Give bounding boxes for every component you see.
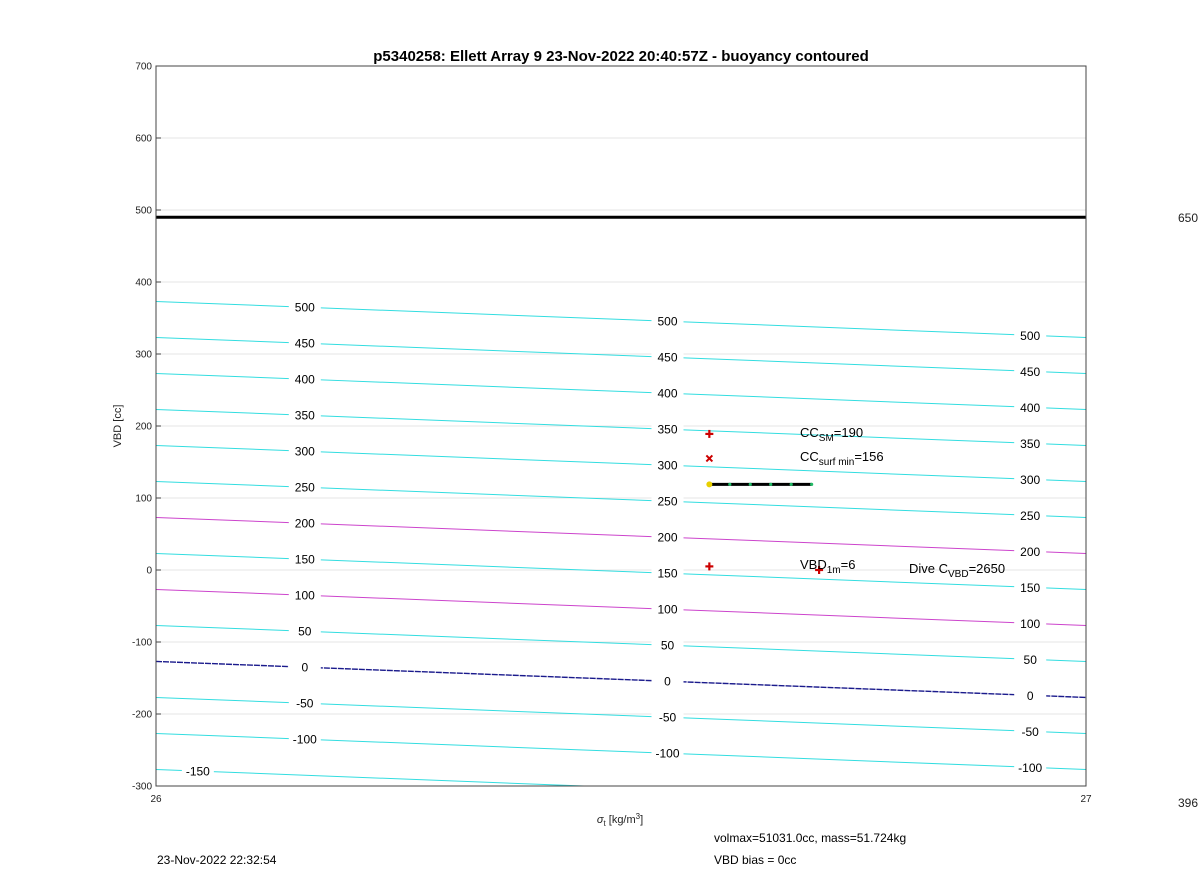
contour-label: 250: [294, 480, 315, 495]
contour-label: 300: [294, 444, 315, 459]
y-tick-label: 100: [135, 493, 152, 505]
contour-label: -50: [296, 696, 314, 711]
contour-label: 400: [294, 372, 315, 387]
y-tick-label: 0: [146, 565, 152, 577]
contour-label: 0: [1026, 688, 1034, 703]
dive-segment-dot: [769, 483, 772, 486]
side-label-bottom: 396: [1178, 796, 1199, 810]
contour-label: -100: [292, 732, 317, 747]
marker-cc-surf-min: [706, 455, 712, 461]
contour-label: 0: [301, 660, 309, 675]
contour-label: 150: [1020, 580, 1041, 595]
contour-label: 100: [657, 602, 678, 617]
cc-sm-annotation: $CC_{SM}=190$: [800, 425, 864, 444]
footer-vbd-bias: VBD bias = 0cc: [714, 853, 797, 867]
chart-title: p5340258: Ellett Array 9 23-Nov-2022 20:40:57Z - buoyancy contoured: [373, 48, 869, 65]
contour-label: 500: [657, 314, 678, 329]
contour-label: 200: [657, 530, 678, 545]
contour-label: 350: [294, 408, 315, 423]
y-axis-label: VBD [cc]: [112, 404, 124, 448]
contour-label: 500: [1020, 328, 1041, 343]
contour-label: 0: [664, 674, 671, 689]
contour-label: 400: [1020, 400, 1041, 415]
contour-label: 450: [294, 336, 315, 351]
contour-label: 100: [294, 588, 315, 603]
contour-label: -150: [185, 764, 210, 779]
contour-label: 350: [1020, 436, 1041, 451]
contour-label: 200: [1020, 544, 1041, 559]
contour-label: 250: [1020, 508, 1041, 523]
contour-labels: [182, 299, 1046, 778]
cc-surf-min-annotation: $CC_{surf min}=156$: [800, 449, 884, 468]
y-tick-label: -300: [131, 781, 152, 793]
contour-label: 350: [657, 422, 678, 437]
contour-label: -100: [655, 746, 680, 761]
contour-label: 400: [657, 386, 678, 401]
contour-label: 200: [294, 516, 315, 531]
dive-segment-dot: [749, 483, 752, 486]
y-tick-label: 700: [135, 61, 152, 73]
y-tick-label: 200: [135, 421, 152, 433]
y-tick-label: 400: [135, 277, 152, 289]
contour-label: 450: [657, 350, 678, 365]
contour-label: 250: [657, 494, 678, 509]
x-tick-label: 26: [150, 794, 162, 805]
contour-line: [156, 769, 584, 786]
dive-c-vbd-annotation: Dive $C_{VBD}=2650$: [909, 561, 1006, 580]
contour-label: 50: [1023, 652, 1037, 667]
contour-label: 500: [294, 300, 315, 315]
footer-volmax-mass: volmax=51031.0cc, mass=51.724kg: [714, 831, 907, 845]
contour-label: 150: [294, 552, 315, 567]
dive-segment-dot: [810, 483, 813, 486]
dive-segment-dot: [790, 483, 793, 486]
x-tick-label: 27: [1080, 794, 1092, 805]
contour-label: 50: [660, 638, 675, 653]
contour-label: 300: [657, 458, 678, 473]
contour-label: -100: [1018, 760, 1043, 775]
contour-label: 300: [1020, 472, 1041, 487]
x-axis-label: $\sigma_t$ $[kg/m^3]$: [596, 812, 644, 828]
contour-label: -50: [658, 710, 677, 725]
contour-label: -50: [1021, 724, 1039, 739]
contour-label: 100: [1020, 616, 1041, 631]
vbd-1m-annotation: $VBD_{1m}=6$: [800, 557, 856, 576]
y-tick-label: 500: [135, 205, 152, 217]
side-label-top: 650: [1178, 211, 1199, 225]
y-tick-label: 300: [135, 349, 152, 361]
contour-label: 50: [298, 624, 312, 639]
axes: [132, 62, 1092, 806]
y-tick-label: -200: [131, 709, 152, 721]
contour-label: 150: [657, 566, 678, 581]
marker-vbd-1m: [705, 562, 713, 570]
contour-label: 450: [1020, 364, 1041, 379]
y-tick-label: -100: [131, 637, 152, 649]
dive-segment-dot: [728, 483, 731, 486]
dive-segment-start: [706, 481, 712, 487]
y-tick-label: 600: [135, 133, 152, 145]
footer-timestamp: 23-Nov-2022 22:32:54: [157, 853, 277, 867]
